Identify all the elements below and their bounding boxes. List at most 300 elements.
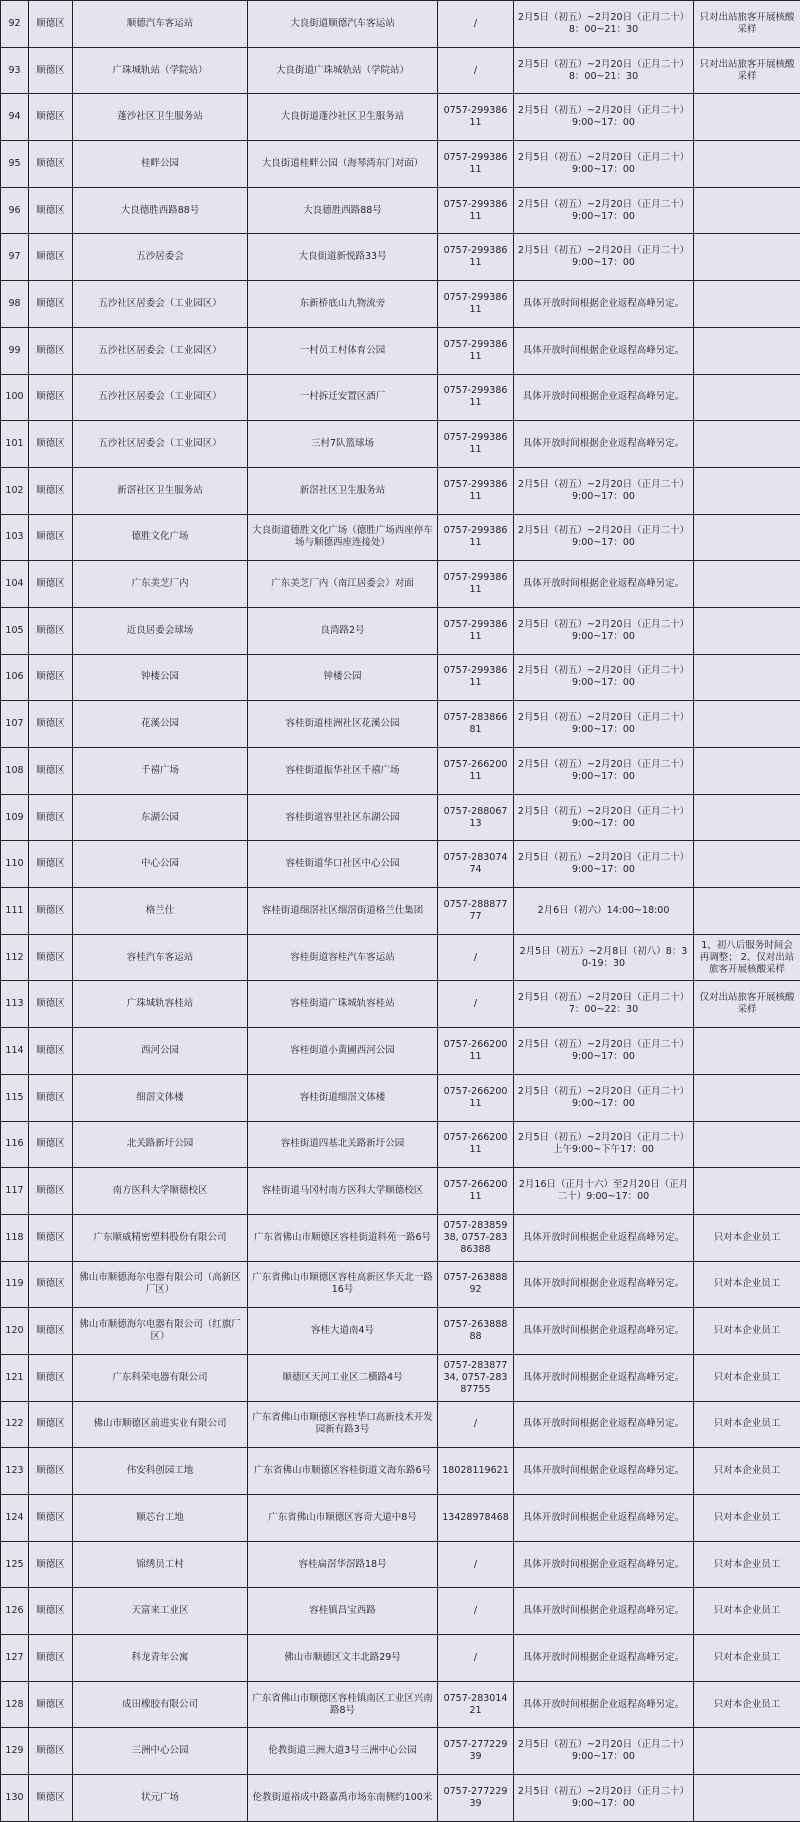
cell-row-number: 97 [1,234,29,281]
table-row [1,1681,800,1728]
cell-address: 容桂街道容里社区东湖公园 [248,794,438,841]
cell-site-name: 成田橡胶有限公司 [73,1681,248,1728]
cell-address: 容桂扁滘华滘路18号 [248,1541,438,1588]
cell-row-number: 119 [1,1261,29,1308]
cell-address: 容桂大道南4号 [248,1308,438,1355]
cell-address: 容桂街道容桂汽车客运站 [248,934,438,981]
cell-phone: 0757-29938611 [438,281,514,328]
cell-open-hours: 具体开放时间根据企业返程高峰另定。 [514,1448,694,1495]
cell-address: 佛山市顺德区文丰北路29号 [248,1635,438,1682]
cell-site-name: 天富来工业区 [73,1588,248,1635]
cell-row-number: 94 [1,94,29,141]
cell-row-number: 104 [1,561,29,608]
table-row [1,1728,800,1775]
cell-row-number: 109 [1,794,29,841]
cell-address: 容桂街道细滘文体楼 [248,1074,438,1121]
cell-open-hours: 2月5日（初五）~2月20日（正月二十）9:00~17：00 [514,701,694,748]
cell-address: 大良街道顺德汽车客运站 [248,1,438,48]
cell-open-hours: 2月5日（初五）~2月20日（正月二十）9:00~17：00 [514,514,694,561]
table-row [1,1121,800,1168]
cell-row-number: 127 [1,1635,29,1682]
cell-district: 顺德区 [29,94,73,141]
cell-phone: / [438,1541,514,1588]
cell-row-number: 108 [1,748,29,795]
cell-row-number: 121 [1,1354,29,1401]
cell-note [694,374,800,421]
cell-site-name: 容桂汽车客运站 [73,934,248,981]
cell-site-name: 广珠城轨站（学院站） [73,47,248,94]
cell-row-number: 113 [1,981,29,1028]
cell-address: 容桂街道细滘社区细滘街道格兰仕集团 [248,888,438,935]
cell-address: 广东省佛山市顺德区容桂镇南区工业区兴南路8号 [248,1681,438,1728]
cell-address: 容桂镇昌宝西路 [248,1588,438,1635]
cell-note [694,514,800,561]
table-row [1,981,800,1028]
cell-note: 只对本企业员工 [694,1495,800,1542]
cell-phone: 13428978468 [438,1495,514,1542]
table-row [1,187,800,234]
cell-note [694,654,800,701]
cell-note: 只对本企业员工 [694,1541,800,1588]
cell-district: 顺德区 [29,981,73,1028]
table-row [1,888,800,935]
cell-row-number: 124 [1,1495,29,1542]
cell-district: 顺德区 [29,888,73,935]
cell-row-number: 129 [1,1728,29,1775]
cell-site-name: 广东科荣电器有限公司 [73,1354,248,1401]
cell-phone: 0757-28386681 [438,701,514,748]
cell-phone: / [438,1,514,48]
cell-site-name: 佛山市顺德海尔电器有限公司（红旗厂区） [73,1308,248,1355]
cell-address: 容桂街道小黄圃西河公园 [248,1028,438,1075]
cell-open-hours: 具体开放时间根据企业返程高峰另定。 [514,421,694,468]
cell-site-name: 桂畔公园 [73,141,248,188]
cell-address: 容桂街道华口社区中心公园 [248,841,438,888]
cell-site-name: 近良居委会球场 [73,607,248,654]
table-row [1,1401,800,1448]
cell-open-hours: 2月5日（初五）~2月20日（正月二十）9:00~17：00 [514,94,694,141]
cell-note [694,467,800,514]
cell-address: 一村拆迁安置区酒厂 [248,374,438,421]
cell-district: 顺德区 [29,234,73,281]
cell-address: 新滘社区卫生服务站 [248,467,438,514]
cell-row-number: 111 [1,888,29,935]
cell-note [694,281,800,328]
cell-row-number: 106 [1,654,29,701]
table-row [1,1214,800,1261]
cell-note [694,701,800,748]
cell-note [694,794,800,841]
cell-site-name: 南方医科大学顺德校区 [73,1168,248,1215]
cell-district: 顺德区 [29,187,73,234]
cell-open-hours: 2月5日（初五）~2月20日（正月二十）7：00~22：30 [514,981,694,1028]
cell-note [694,234,800,281]
cell-phone: 0757-29938611 [438,187,514,234]
cell-open-hours: 具体开放时间根据企业返程高峰另定。 [514,1635,694,1682]
cell-note [694,421,800,468]
cell-open-hours: 2月5日（初五）~2月20日（正月二十）9:00~17：00 [514,794,694,841]
cell-district: 顺德区 [29,1588,73,1635]
cell-site-name: 大良德胜西路88号 [73,187,248,234]
cell-note: 只对本企业员工 [694,1448,800,1495]
cell-note [694,1121,800,1168]
cell-phone: 0757-26388888 [438,1308,514,1355]
cell-phone: 0757-29938611 [438,421,514,468]
cell-site-name: 伟安科创园工地 [73,1448,248,1495]
cell-open-hours: 2月5日（初五）~2月20日（正月二十）9:00~17：00 [514,1028,694,1075]
cell-district: 顺德区 [29,561,73,608]
cell-site-name: 德胜文化广场 [73,514,248,561]
cell-site-name: 科龙青年公寓 [73,1635,248,1682]
table-row [1,281,800,328]
cell-phone: 0757-26620011 [438,1074,514,1121]
cell-site-name: 蓬沙社区卫生服务站 [73,94,248,141]
cell-row-number: 110 [1,841,29,888]
cell-address: 容桂街道振华社区千禧广场 [248,748,438,795]
cell-phone: 0757-28385938, 0757-28386388 [438,1214,514,1261]
cell-address: 大良街道桂畔公园（海琴湾东门对面） [248,141,438,188]
cell-open-hours: 具体开放时间根据企业返程高峰另定。 [514,374,694,421]
cell-open-hours: 具体开放时间根据企业返程高峰另定。 [514,1681,694,1728]
cell-phone: 0757-26620011 [438,748,514,795]
cell-note: 只对本企业员工 [694,1588,800,1635]
cell-site-name: 新滘社区卫生服务站 [73,467,248,514]
table-row [1,327,800,374]
cell-address: 一村员工村体育公园 [248,327,438,374]
cell-row-number: 102 [1,467,29,514]
cell-open-hours: 2月5日（初五）~2月20日（正月二十）9:00~17：00 [514,467,694,514]
table-row [1,1308,800,1355]
cell-open-hours: 2月5日（初五）~2月20日（正月二十）9:00~17：00 [514,141,694,188]
cell-note: 只对出站旅客开展核酸采样 [694,1,800,48]
table-row [1,701,800,748]
cell-row-number: 130 [1,1775,29,1822]
cell-district: 顺德区 [29,794,73,841]
table-row [1,374,800,421]
cell-site-name: 顺德汽车客运站 [73,1,248,48]
cell-row-number: 96 [1,187,29,234]
cell-phone: 0757-28307474 [438,841,514,888]
cell-site-name: 北关路新圩公园 [73,1121,248,1168]
cell-row-number: 120 [1,1308,29,1355]
cell-address: 东新桥底山九物流旁 [248,281,438,328]
cell-open-hours: 具体开放时间根据企业返程高峰另定。 [514,1588,694,1635]
cell-district: 顺德区 [29,607,73,654]
cell-row-number: 98 [1,281,29,328]
cell-address: 钟楼公园 [248,654,438,701]
cell-open-hours: 2月5日（初五）~2月20日（正月二十）9:00~17：00 [514,654,694,701]
cell-note [694,607,800,654]
cell-site-name: 佛山市顺德海尔电器有限公司（高新区厂区） [73,1261,248,1308]
cell-phone: 0757-29938611 [438,467,514,514]
cell-note [694,94,800,141]
cell-row-number: 123 [1,1448,29,1495]
cell-phone: / [438,1588,514,1635]
cell-open-hours: 2月6日（初六）14:00~18:00 [514,888,694,935]
cell-district: 顺德区 [29,1168,73,1215]
cell-phone: 0757-28301421 [438,1681,514,1728]
cell-phone: / [438,1635,514,1682]
cell-row-number: 128 [1,1681,29,1728]
table-row [1,1541,800,1588]
cell-open-hours: 具体开放时间根据企业返程高峰另定。 [514,281,694,328]
cell-district: 顺德区 [29,654,73,701]
cell-address: 三村7队篮球场 [248,421,438,468]
cell-district: 顺德区 [29,467,73,514]
cell-district: 顺德区 [29,1,73,48]
table-row [1,561,800,608]
cell-row-number: 114 [1,1028,29,1075]
cell-address: 顺德区天河工业区二横路4号 [248,1354,438,1401]
cell-open-hours: 2月5日（初五）~2月20日（正月二十）9:00~17：00 [514,1728,694,1775]
cell-open-hours: 具体开放时间根据企业返程高峰另定。 [514,327,694,374]
cell-address: 大良街道新悦路33号 [248,234,438,281]
cell-note [694,1028,800,1075]
cell-phone: 0757-29938611 [438,327,514,374]
cell-note [694,1775,800,1822]
cell-site-name: 顺芯台工地 [73,1495,248,1542]
cell-site-name: 佛山市顺德区前进实业有限公司 [73,1401,248,1448]
cell-open-hours: 2月5日（初五）~2月20日（正月二十）9:00~17：00 [514,607,694,654]
cell-note: 只对出站旅客开展核酸采样 [694,47,800,94]
cell-open-hours: 2月5日（初五）~2月20日（正月二十）9:00~17：00 [514,234,694,281]
cell-phone: 0757-26620011 [438,1028,514,1075]
cell-note: 只对本企业员工 [694,1261,800,1308]
cell-open-hours: 具体开放时间根据企业返程高峰另定。 [514,1214,694,1261]
cell-district: 顺德区 [29,1495,73,1542]
cell-note: 只对本企业员工 [694,1214,800,1261]
cell-open-hours: 具体开放时间根据企业返程高峰另定。 [514,561,694,608]
cell-site-name: 西河公园 [73,1028,248,1075]
cell-note: 只对本企业员工 [694,1354,800,1401]
cell-open-hours: 2月5日（初五）~2月8日（初八）8：30-19：30 [514,934,694,981]
cell-site-name: 五沙居委会 [73,234,248,281]
cell-address: 广东省佛山市顺德区容桂街道文海东路6号 [248,1448,438,1495]
cell-note [694,841,800,888]
cell-site-name: 广东美芝厂内 [73,561,248,608]
table-body [1,1,800,1822]
table-row [1,94,800,141]
cell-open-hours: 具体开放时间根据企业返程高峰另定。 [514,1495,694,1542]
cell-phone: 0757-29938611 [438,234,514,281]
cell-phone: 0757-29938611 [438,514,514,561]
cell-district: 顺德区 [29,701,73,748]
cell-note: 只对本企业员工 [694,1635,800,1682]
cell-open-hours: 2月16日（正月十六）至2月20日（正月二十）9:00~17：00 [514,1168,694,1215]
cell-site-name: 五沙社区居委会（工业园区） [73,281,248,328]
cell-address: 伦教街道三洲大道3号三洲中心公园 [248,1728,438,1775]
table-row [1,934,800,981]
cell-district: 顺德区 [29,327,73,374]
cell-district: 顺德区 [29,1074,73,1121]
cell-open-hours: 2月5日（初五）~2月20日（正月二十）上午9:00~下午17：00 [514,1121,694,1168]
cell-note [694,748,800,795]
cell-phone: 0757-26620011 [438,1168,514,1215]
table-row [1,1074,800,1121]
cell-note [694,888,800,935]
cell-note: 只对本企业员工 [694,1401,800,1448]
cell-row-number: 118 [1,1214,29,1261]
cell-district: 顺德区 [29,1121,73,1168]
cell-address: 广东省佛山市顺德区容奇大道中8号 [248,1495,438,1542]
cell-phone: 0757-28806713 [438,794,514,841]
cell-phone: 0757-29938611 [438,561,514,608]
cell-note: 只对本企业员工 [694,1681,800,1728]
cell-phone: 0757-27722939 [438,1775,514,1822]
cell-phone: 0757-29938611 [438,374,514,421]
cell-row-number: 105 [1,607,29,654]
cell-phone: / [438,981,514,1028]
cell-row-number: 126 [1,1588,29,1635]
cell-open-hours: 具体开放时间根据企业返程高峰另定。 [514,1354,694,1401]
cell-site-name: 三洲中心公园 [73,1728,248,1775]
cell-district: 顺德区 [29,1261,73,1308]
table-row [1,467,800,514]
cell-open-hours: 2月5日（初五）~2月20日（正月二十）9:00~17：00 [514,1074,694,1121]
table-row [1,841,800,888]
cell-address: 大良街道蓬沙社区卫生服务站 [248,94,438,141]
table-row [1,234,800,281]
table-row [1,514,800,561]
cell-phone: / [438,934,514,981]
cell-district: 顺德区 [29,1775,73,1822]
cell-note [694,327,800,374]
cell-district: 顺德区 [29,934,73,981]
cell-row-number: 116 [1,1121,29,1168]
cell-district: 顺德区 [29,281,73,328]
cell-note [694,1074,800,1121]
cell-site-name: 东湖公园 [73,794,248,841]
table-row [1,1495,800,1542]
cell-site-name: 中心公园 [73,841,248,888]
cell-address: 容桂街道四基北关路新圩公园 [248,1121,438,1168]
cell-site-name: 五沙社区居委会（工业园区） [73,421,248,468]
cell-row-number: 100 [1,374,29,421]
cell-district: 顺德区 [29,47,73,94]
cell-phone: 18028119621 [438,1448,514,1495]
cell-district: 顺德区 [29,1541,73,1588]
table-row [1,1028,800,1075]
cell-phone: / [438,47,514,94]
cell-row-number: 122 [1,1401,29,1448]
cell-phone: 0757-29938611 [438,607,514,654]
cell-phone: 0757-29938611 [438,654,514,701]
cell-row-number: 103 [1,514,29,561]
cell-open-hours: 具体开放时间根据企业返程高峰另定。 [514,1541,694,1588]
cell-district: 顺德区 [29,1354,73,1401]
cell-open-hours: 2月5日（初五）~2月20日（正月二十）9:00~17：00 [514,1775,694,1822]
cell-note [694,1168,800,1215]
cell-site-name: 细滘文体楼 [73,1074,248,1121]
cell-address: 广东省佛山市顺德区容桂街道科苑一路6号 [248,1214,438,1261]
cell-district: 顺德区 [29,141,73,188]
cell-note: 只对本企业员工 [694,1308,800,1355]
cell-site-name: 格兰仕 [73,888,248,935]
cell-note [694,1728,800,1775]
cell-row-number: 125 [1,1541,29,1588]
cell-site-name: 锦绣员工村 [73,1541,248,1588]
table-row [1,47,800,94]
cell-row-number: 93 [1,47,29,94]
cell-district: 顺德区 [29,1308,73,1355]
cell-address: 大良德胜西路88号 [248,187,438,234]
cell-phone: 0757-26620011 [438,1121,514,1168]
cell-open-hours: 2月5日（初五）~2月20日（正月二十）8：00~21：30 [514,1,694,48]
cell-row-number: 117 [1,1168,29,1215]
cell-row-number: 112 [1,934,29,981]
cell-row-number: 107 [1,701,29,748]
cell-district: 顺德区 [29,1681,73,1728]
cell-open-hours: 2月5日（初五）~2月20日（正月二十）9:00~17：00 [514,748,694,795]
table-row [1,1635,800,1682]
table-row [1,748,800,795]
cell-open-hours: 具体开放时间根据企业返程高峰另定。 [514,1308,694,1355]
cell-open-hours: 2月5日（初五）~2月20日（正月二十）8：00~21：30 [514,47,694,94]
cell-site-name: 广东顺威精密塑料股份有限公司 [73,1214,248,1261]
table-row [1,1168,800,1215]
cell-address: 容桂街道马冈村南方医科大学顺德校区 [248,1168,438,1215]
cell-note [694,187,800,234]
cell-site-name: 五沙社区居委会（工业园区） [73,374,248,421]
table-row [1,1354,800,1401]
cell-address: 良湾路2号 [248,607,438,654]
cell-note: 仅对出站旅客开展核酸采样 [694,981,800,1028]
cell-phone: 0757-27722939 [438,1728,514,1775]
cell-note: 1、初八后服务时间会再调整； 2、仅对出站旅客开展核酸采样 [694,934,800,981]
table-row [1,1588,800,1635]
cell-district: 顺德区 [29,1028,73,1075]
cell-row-number: 99 [1,327,29,374]
cell-site-name: 广珠城轨容桂站 [73,981,248,1028]
cell-site-name: 花溪公园 [73,701,248,748]
cell-address: 广东省佛山市顺德区容桂高新区华天北一路16号 [248,1261,438,1308]
cell-district: 顺德区 [29,374,73,421]
cell-district: 顺德区 [29,514,73,561]
cell-row-number: 92 [1,1,29,48]
cell-district: 顺德区 [29,1401,73,1448]
cell-address: 广东美芝厂内（南江居委会）对面 [248,561,438,608]
cell-site-name: 钟楼公园 [73,654,248,701]
cell-phone: 0757-29938611 [438,94,514,141]
cell-district: 顺德区 [29,841,73,888]
cell-phone: 0757-29938611 [438,141,514,188]
cell-address: 大良街道广珠城轨站（学院站） [248,47,438,94]
table-row [1,421,800,468]
cell-phone: 0757-28887777 [438,888,514,935]
cell-address: 大良街道德胜文化广场（德胜广场西座停车场与顺德西座连接处） [248,514,438,561]
cell-address: 广东省佛山市顺德区容桂华口高新技术开发园新有路3号 [248,1401,438,1448]
table-row [1,607,800,654]
cell-row-number: 95 [1,141,29,188]
cell-note [694,561,800,608]
cell-site-name: 五沙社区居委会（工业园区） [73,327,248,374]
cell-district: 顺德区 [29,1448,73,1495]
table-row [1,1,800,48]
cell-district: 顺德区 [29,1728,73,1775]
cell-open-hours: 2月5日（初五）~2月20日（正月二十）9:00~17：00 [514,187,694,234]
cell-site-name: 千禧广场 [73,748,248,795]
cell-district: 顺德区 [29,1214,73,1261]
cell-address: 容桂街道广珠城轨容桂站 [248,981,438,1028]
cell-district: 顺德区 [29,1635,73,1682]
cell-open-hours: 具体开放时间根据企业返程高峰另定。 [514,1401,694,1448]
cell-open-hours: 具体开放时间根据企业返程高峰另定。 [514,1261,694,1308]
table-row [1,1261,800,1308]
cell-note [694,141,800,188]
cell-row-number: 115 [1,1074,29,1121]
cell-row-number: 101 [1,421,29,468]
cell-phone: 0757-26388892 [438,1261,514,1308]
